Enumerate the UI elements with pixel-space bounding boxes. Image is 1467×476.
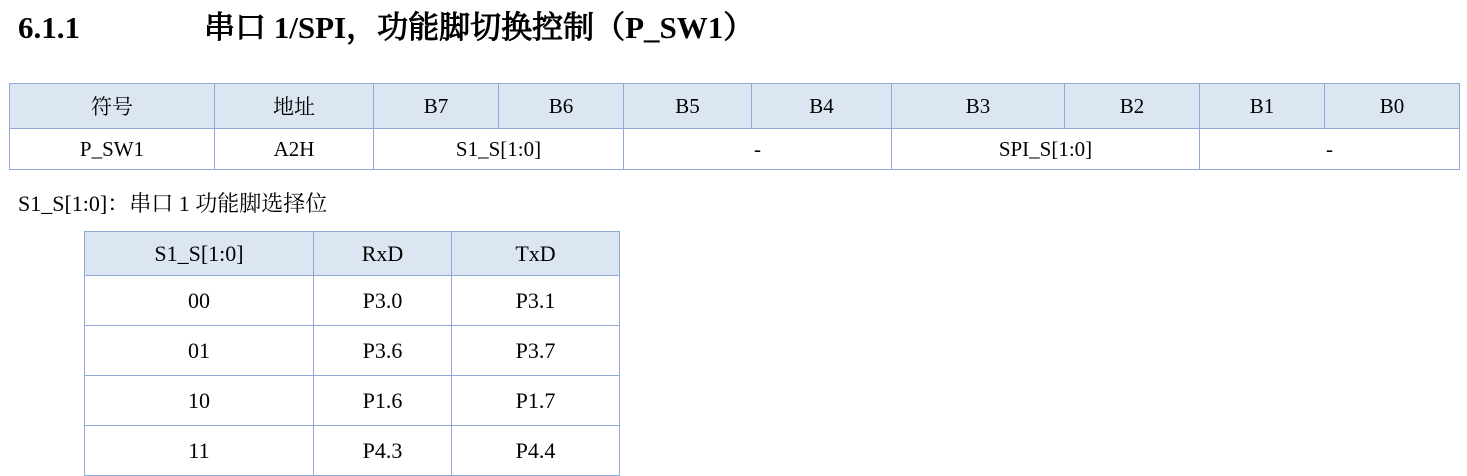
table-row bbox=[85, 376, 620, 426]
table-row bbox=[85, 426, 620, 476]
cell-s1s-value: 00 bbox=[85, 276, 314, 326]
column-header-b5: B5 bbox=[624, 84, 752, 129]
section-heading bbox=[18, 8, 754, 48]
cell-bits-b3-b2: SPI_S[1:0] bbox=[892, 129, 1200, 170]
page-title: 串口 1/SPI，功能脚切换控制（P_SW1） bbox=[204, 10, 755, 45]
column-header-b3: B3 bbox=[892, 84, 1065, 129]
cell-txd-pin: P4.4 bbox=[452, 426, 620, 476]
column-header-rxd: RxD bbox=[314, 232, 452, 276]
cell-rxd-pin: P3.0 bbox=[314, 276, 452, 326]
table-header-row bbox=[10, 84, 1460, 129]
cell-txd-pin: P3.1 bbox=[452, 276, 620, 326]
table-row bbox=[85, 326, 620, 376]
column-header-b1: B1 bbox=[1200, 84, 1325, 129]
cell-symbol: P_SW1 bbox=[10, 129, 215, 170]
cell-s1s-value: 01 bbox=[85, 326, 314, 376]
table-header-row bbox=[85, 232, 620, 276]
column-header-txd: TxD bbox=[452, 232, 620, 276]
column-header-b7: B7 bbox=[374, 84, 499, 129]
cell-s1s-value: 11 bbox=[85, 426, 314, 476]
cell-rxd-pin: P1.6 bbox=[314, 376, 452, 426]
column-header-address: 地址 bbox=[215, 84, 374, 129]
column-header-b6: B6 bbox=[499, 84, 624, 129]
s1-select-table bbox=[84, 231, 620, 476]
column-header-b4: B4 bbox=[752, 84, 892, 129]
cell-bits-b1-b0: - bbox=[1200, 129, 1460, 170]
column-header-s1s: S1_S[1:0] bbox=[85, 232, 314, 276]
cell-bits-b7-b6: S1_S[1:0] bbox=[374, 129, 624, 170]
cell-txd-pin: P3.7 bbox=[452, 326, 620, 376]
cell-bits-b5-b4: - bbox=[624, 129, 892, 170]
column-header-b2: B2 bbox=[1065, 84, 1200, 129]
cell-rxd-pin: P4.3 bbox=[314, 426, 452, 476]
field-description: S1_S[1:0]：串口 1 功能脚选择位 bbox=[18, 191, 328, 216]
cell-txd-pin: P1.7 bbox=[452, 376, 620, 426]
column-header-b0: B0 bbox=[1325, 84, 1460, 129]
table-row bbox=[85, 276, 620, 326]
cell-address: A2H bbox=[215, 129, 374, 170]
section-number: 6.1.1 bbox=[18, 10, 80, 45]
cell-rxd-pin: P3.6 bbox=[314, 326, 452, 376]
cell-s1s-value: 10 bbox=[85, 376, 314, 426]
table-row bbox=[10, 129, 1460, 170]
register-bit-table bbox=[9, 83, 1460, 170]
column-header-symbol: 符号 bbox=[10, 84, 215, 129]
